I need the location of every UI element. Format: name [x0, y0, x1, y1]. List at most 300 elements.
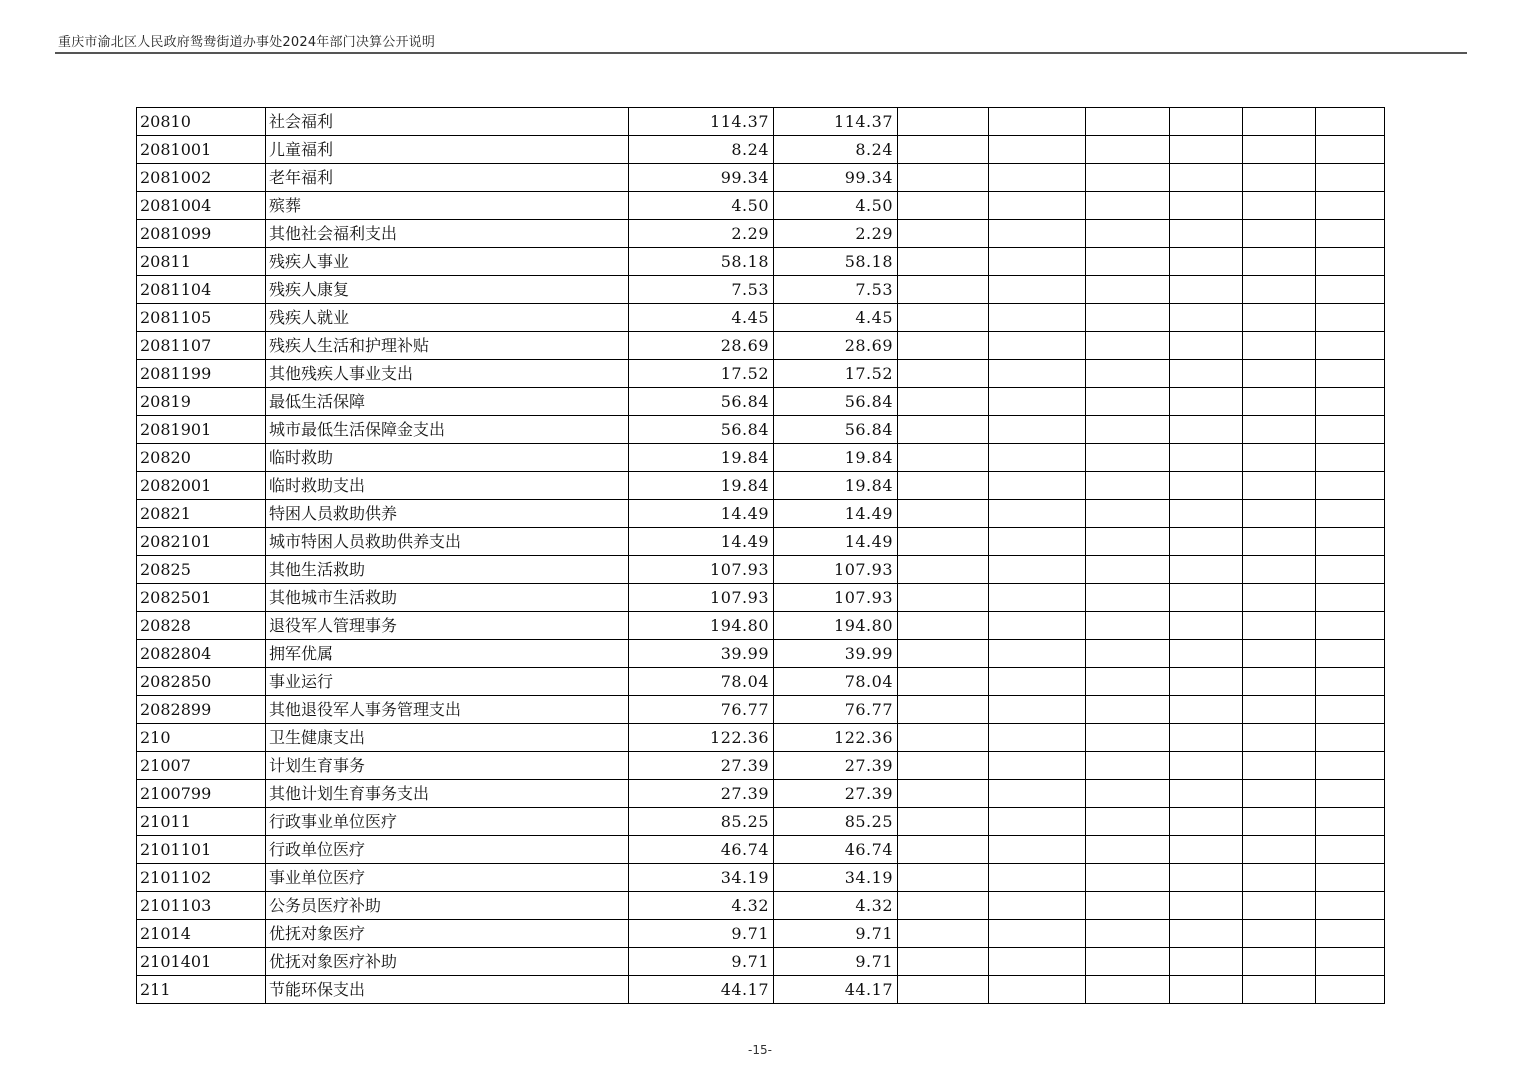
empty-cell [1316, 808, 1385, 836]
empty-cell [898, 304, 989, 332]
subject-code-cell: 2081901 [137, 416, 266, 444]
subject-code-cell: 20819 [137, 388, 266, 416]
table-row [137, 696, 1385, 724]
empty-cell [989, 444, 1086, 472]
subject-name-cell: 老年福利 [266, 164, 629, 192]
budget-table-container [136, 107, 1385, 1004]
basic-expenditure-cell: 99.34 [774, 164, 898, 192]
total-amount-cell: 34.19 [629, 864, 774, 892]
table-row [137, 780, 1385, 808]
subject-name-cell: 临时救助支出 [266, 472, 629, 500]
empty-cell [1086, 332, 1170, 360]
total-amount-cell: 14.49 [629, 500, 774, 528]
subject-code-cell: 2082501 [137, 584, 266, 612]
table-row [137, 416, 1385, 444]
empty-cell [989, 108, 1086, 136]
empty-cell [1170, 696, 1243, 724]
empty-cell [1316, 976, 1385, 1004]
subject-code-cell: 2101401 [137, 948, 266, 976]
empty-cell [1086, 640, 1170, 668]
subject-code-cell: 211 [137, 976, 266, 1004]
total-amount-cell: 8.24 [629, 136, 774, 164]
empty-cell [989, 276, 1086, 304]
table-row [137, 472, 1385, 500]
subject-name-cell: 城市特困人员救助供养支出 [266, 528, 629, 556]
subject-name-cell: 计划生育事务 [266, 752, 629, 780]
basic-expenditure-cell: 34.19 [774, 864, 898, 892]
basic-expenditure-cell: 28.69 [774, 332, 898, 360]
empty-cell [1170, 500, 1243, 528]
subject-name-cell: 殡葬 [266, 192, 629, 220]
basic-expenditure-cell: 27.39 [774, 780, 898, 808]
table-row [137, 332, 1385, 360]
empty-cell [989, 948, 1086, 976]
empty-cell [1170, 836, 1243, 864]
table-row [137, 892, 1385, 920]
basic-expenditure-cell: 14.49 [774, 500, 898, 528]
total-amount-cell: 56.84 [629, 416, 774, 444]
empty-cell [1086, 304, 1170, 332]
total-amount-cell: 56.84 [629, 388, 774, 416]
empty-cell [989, 808, 1086, 836]
empty-cell [898, 612, 989, 640]
empty-cell [898, 584, 989, 612]
empty-cell [1086, 136, 1170, 164]
empty-cell [1316, 948, 1385, 976]
empty-cell [1243, 108, 1316, 136]
subject-name-cell: 特困人员救助供养 [266, 500, 629, 528]
empty-cell [989, 976, 1086, 1004]
empty-cell [989, 892, 1086, 920]
empty-cell [1243, 640, 1316, 668]
subject-name-cell: 行政事业单位医疗 [266, 808, 629, 836]
empty-cell [1316, 220, 1385, 248]
empty-cell [1170, 192, 1243, 220]
subject-code-cell: 2081105 [137, 304, 266, 332]
empty-cell [989, 724, 1086, 752]
empty-cell [1170, 892, 1243, 920]
empty-cell [898, 248, 989, 276]
empty-cell [989, 248, 1086, 276]
empty-cell [1086, 556, 1170, 584]
empty-cell [898, 220, 989, 248]
basic-expenditure-cell: 76.77 [774, 696, 898, 724]
subject-code-cell: 2081099 [137, 220, 266, 248]
basic-expenditure-cell: 19.84 [774, 444, 898, 472]
table-row [137, 220, 1385, 248]
empty-cell [1316, 276, 1385, 304]
empty-cell [1243, 668, 1316, 696]
empty-cell [898, 696, 989, 724]
page-header-title: 重庆市渝北区人民政府鸳鸯街道办事处2024年部门决算公开说明 [58, 35, 436, 50]
table-row [137, 920, 1385, 948]
empty-cell [1170, 108, 1243, 136]
empty-cell [898, 668, 989, 696]
empty-cell [1170, 864, 1243, 892]
empty-cell [1316, 528, 1385, 556]
empty-cell [1170, 220, 1243, 248]
total-amount-cell: 7.53 [629, 276, 774, 304]
empty-cell [1316, 752, 1385, 780]
empty-cell [1243, 416, 1316, 444]
total-amount-cell: 4.50 [629, 192, 774, 220]
subject-code-cell: 2101101 [137, 836, 266, 864]
empty-cell [1316, 500, 1385, 528]
table-row [137, 752, 1385, 780]
empty-cell [1243, 444, 1316, 472]
subject-code-cell: 20811 [137, 248, 266, 276]
empty-cell [1086, 388, 1170, 416]
page-number: -15- [748, 1043, 772, 1057]
empty-cell [989, 584, 1086, 612]
empty-cell [989, 332, 1086, 360]
empty-cell [1170, 248, 1243, 276]
empty-cell [1086, 948, 1170, 976]
table-row [137, 556, 1385, 584]
table-row [137, 976, 1385, 1004]
subject-code-cell: 2081002 [137, 164, 266, 192]
basic-expenditure-cell: 122.36 [774, 724, 898, 752]
empty-cell [1243, 948, 1316, 976]
empty-cell [1243, 556, 1316, 584]
empty-cell [989, 220, 1086, 248]
empty-cell [989, 164, 1086, 192]
total-amount-cell: 19.84 [629, 444, 774, 472]
total-amount-cell: 9.71 [629, 920, 774, 948]
empty-cell [1086, 668, 1170, 696]
empty-cell [989, 640, 1086, 668]
total-amount-cell: 17.52 [629, 360, 774, 388]
empty-cell [989, 472, 1086, 500]
empty-cell [1243, 472, 1316, 500]
empty-cell [1243, 332, 1316, 360]
empty-cell [1316, 108, 1385, 136]
header-divider [55, 52, 1467, 54]
subject-name-cell: 社会福利 [266, 108, 629, 136]
empty-cell [1086, 360, 1170, 388]
empty-cell [1243, 500, 1316, 528]
subject-name-cell: 其他退役军人事务管理支出 [266, 696, 629, 724]
subject-name-cell: 临时救助 [266, 444, 629, 472]
subject-code-cell: 21014 [137, 920, 266, 948]
empty-cell [989, 696, 1086, 724]
empty-cell [1316, 556, 1385, 584]
empty-cell [898, 500, 989, 528]
empty-cell [898, 920, 989, 948]
subject-name-cell: 其他城市生活救助 [266, 584, 629, 612]
empty-cell [1316, 304, 1385, 332]
subject-name-cell: 事业运行 [266, 668, 629, 696]
subject-name-cell: 公务员医疗补助 [266, 892, 629, 920]
subject-code-cell: 2100799 [137, 780, 266, 808]
empty-cell [898, 276, 989, 304]
empty-cell [1243, 724, 1316, 752]
empty-cell [1243, 780, 1316, 808]
empty-cell [1243, 164, 1316, 192]
empty-cell [1170, 668, 1243, 696]
subject-name-cell: 优抚对象医疗补助 [266, 948, 629, 976]
empty-cell [1316, 864, 1385, 892]
table-row [137, 948, 1385, 976]
total-amount-cell: 58.18 [629, 248, 774, 276]
subject-code-cell: 20825 [137, 556, 266, 584]
total-amount-cell: 107.93 [629, 584, 774, 612]
empty-cell [1086, 472, 1170, 500]
empty-cell [1316, 668, 1385, 696]
empty-cell [1243, 808, 1316, 836]
subject-code-cell: 2082001 [137, 472, 266, 500]
empty-cell [1243, 276, 1316, 304]
total-amount-cell: 39.99 [629, 640, 774, 668]
empty-cell [1170, 780, 1243, 808]
table-row [137, 136, 1385, 164]
basic-expenditure-cell: 194.80 [774, 612, 898, 640]
basic-expenditure-cell: 9.71 [774, 948, 898, 976]
basic-expenditure-cell: 78.04 [774, 668, 898, 696]
empty-cell [1316, 444, 1385, 472]
basic-expenditure-cell: 39.99 [774, 640, 898, 668]
empty-cell [1086, 248, 1170, 276]
empty-cell [1316, 332, 1385, 360]
subject-code-cell: 2082899 [137, 696, 266, 724]
subject-code-cell: 2082850 [137, 668, 266, 696]
empty-cell [1243, 836, 1316, 864]
total-amount-cell: 9.71 [629, 948, 774, 976]
basic-expenditure-cell: 114.37 [774, 108, 898, 136]
empty-cell [898, 360, 989, 388]
table-row [137, 444, 1385, 472]
empty-cell [1243, 752, 1316, 780]
basic-expenditure-cell: 107.93 [774, 584, 898, 612]
empty-cell [1243, 584, 1316, 612]
total-amount-cell: 46.74 [629, 836, 774, 864]
subject-code-cell: 2081107 [137, 332, 266, 360]
empty-cell [1316, 416, 1385, 444]
empty-cell [898, 332, 989, 360]
empty-cell [989, 780, 1086, 808]
empty-cell [898, 108, 989, 136]
empty-cell [1086, 724, 1170, 752]
empty-cell [989, 416, 1086, 444]
subject-name-cell: 其他计划生育事务支出 [266, 780, 629, 808]
empty-cell [1086, 696, 1170, 724]
empty-cell [1243, 528, 1316, 556]
empty-cell [1086, 892, 1170, 920]
empty-cell [1316, 780, 1385, 808]
table-row [137, 864, 1385, 892]
total-amount-cell: 4.32 [629, 892, 774, 920]
empty-cell [898, 444, 989, 472]
empty-cell [898, 780, 989, 808]
subject-name-cell: 城市最低生活保障金支出 [266, 416, 629, 444]
total-amount-cell: 85.25 [629, 808, 774, 836]
budget-table [136, 107, 1385, 1004]
empty-cell [1086, 528, 1170, 556]
empty-cell [1170, 556, 1243, 584]
total-amount-cell: 76.77 [629, 696, 774, 724]
empty-cell [1170, 948, 1243, 976]
table-row [137, 108, 1385, 136]
empty-cell [1243, 136, 1316, 164]
empty-cell [989, 668, 1086, 696]
subject-code-cell: 20810 [137, 108, 266, 136]
basic-expenditure-cell: 8.24 [774, 136, 898, 164]
total-amount-cell: 28.69 [629, 332, 774, 360]
empty-cell [1243, 304, 1316, 332]
empty-cell [989, 612, 1086, 640]
total-amount-cell: 122.36 [629, 724, 774, 752]
basic-expenditure-cell: 85.25 [774, 808, 898, 836]
empty-cell [898, 640, 989, 668]
table-row [137, 276, 1385, 304]
subject-name-cell: 退役军人管理事务 [266, 612, 629, 640]
empty-cell [989, 360, 1086, 388]
subject-name-cell: 其他生活救助 [266, 556, 629, 584]
empty-cell [1170, 808, 1243, 836]
empty-cell [1170, 332, 1243, 360]
table-row [137, 836, 1385, 864]
empty-cell [1086, 836, 1170, 864]
total-amount-cell: 27.39 [629, 780, 774, 808]
empty-cell [989, 556, 1086, 584]
table-row [137, 668, 1385, 696]
empty-cell [1316, 696, 1385, 724]
total-amount-cell: 44.17 [629, 976, 774, 1004]
total-amount-cell: 19.84 [629, 472, 774, 500]
basic-expenditure-cell: 27.39 [774, 752, 898, 780]
table-row [137, 528, 1385, 556]
empty-cell [1086, 164, 1170, 192]
empty-cell [1170, 360, 1243, 388]
subject-code-cell: 20828 [137, 612, 266, 640]
total-amount-cell: 78.04 [629, 668, 774, 696]
basic-expenditure-cell: 9.71 [774, 920, 898, 948]
empty-cell [1316, 584, 1385, 612]
subject-code-cell: 2081004 [137, 192, 266, 220]
basic-expenditure-cell: 56.84 [774, 416, 898, 444]
total-amount-cell: 4.45 [629, 304, 774, 332]
table-row [137, 640, 1385, 668]
empty-cell [1086, 192, 1170, 220]
basic-expenditure-cell: 44.17 [774, 976, 898, 1004]
empty-cell [1086, 752, 1170, 780]
empty-cell [898, 164, 989, 192]
subject-name-cell: 其他社会福利支出 [266, 220, 629, 248]
table-row [137, 248, 1385, 276]
table-row [137, 192, 1385, 220]
empty-cell [1316, 836, 1385, 864]
subject-name-cell: 残疾人生活和护理补贴 [266, 332, 629, 360]
empty-cell [1086, 444, 1170, 472]
empty-cell [989, 528, 1086, 556]
basic-expenditure-cell: 4.50 [774, 192, 898, 220]
basic-expenditure-cell: 2.29 [774, 220, 898, 248]
empty-cell [1170, 920, 1243, 948]
empty-cell [1086, 612, 1170, 640]
empty-cell [989, 304, 1086, 332]
total-amount-cell: 27.39 [629, 752, 774, 780]
subject-code-cell: 20821 [137, 500, 266, 528]
table-row [137, 808, 1385, 836]
empty-cell [1316, 920, 1385, 948]
empty-cell [1170, 612, 1243, 640]
subject-name-cell: 残疾人事业 [266, 248, 629, 276]
empty-cell [1243, 976, 1316, 1004]
empty-cell [1086, 976, 1170, 1004]
empty-cell [1316, 640, 1385, 668]
basic-expenditure-cell: 19.84 [774, 472, 898, 500]
empty-cell [989, 864, 1086, 892]
empty-cell [1086, 108, 1170, 136]
empty-cell [1243, 360, 1316, 388]
subject-name-cell: 事业单位医疗 [266, 864, 629, 892]
empty-cell [1086, 780, 1170, 808]
empty-cell [1316, 164, 1385, 192]
empty-cell [1243, 920, 1316, 948]
empty-cell [898, 864, 989, 892]
subject-name-cell: 拥军优属 [266, 640, 629, 668]
total-amount-cell: 14.49 [629, 528, 774, 556]
empty-cell [898, 388, 989, 416]
subject-name-cell: 残疾人康复 [266, 276, 629, 304]
empty-cell [1316, 472, 1385, 500]
table-row [137, 584, 1385, 612]
empty-cell [989, 752, 1086, 780]
empty-cell [1170, 724, 1243, 752]
empty-cell [989, 920, 1086, 948]
basic-expenditure-cell: 56.84 [774, 388, 898, 416]
empty-cell [1243, 388, 1316, 416]
table-row [137, 360, 1385, 388]
subject-code-cell: 2081001 [137, 136, 266, 164]
subject-name-cell: 节能环保支出 [266, 976, 629, 1004]
empty-cell [898, 976, 989, 1004]
empty-cell [1243, 864, 1316, 892]
empty-cell [1316, 248, 1385, 276]
empty-cell [898, 192, 989, 220]
empty-cell [1170, 388, 1243, 416]
table-row [137, 500, 1385, 528]
empty-cell [1243, 696, 1316, 724]
table-row [137, 724, 1385, 752]
subject-code-cell: 2101103 [137, 892, 266, 920]
subject-code-cell: 2101102 [137, 864, 266, 892]
empty-cell [1170, 164, 1243, 192]
empty-cell [898, 136, 989, 164]
total-amount-cell: 114.37 [629, 108, 774, 136]
empty-cell [1170, 136, 1243, 164]
subject-code-cell: 21007 [137, 752, 266, 780]
empty-cell [1170, 276, 1243, 304]
empty-cell [1086, 220, 1170, 248]
empty-cell [1086, 584, 1170, 612]
empty-cell [1086, 864, 1170, 892]
subject-name-cell: 残疾人就业 [266, 304, 629, 332]
basic-expenditure-cell: 107.93 [774, 556, 898, 584]
table-row [137, 388, 1385, 416]
subject-name-cell: 其他残疾人事业支出 [266, 360, 629, 388]
table-row [137, 612, 1385, 640]
empty-cell [1086, 920, 1170, 948]
empty-cell [1316, 136, 1385, 164]
empty-cell [898, 472, 989, 500]
subject-code-cell: 2082101 [137, 528, 266, 556]
subject-name-cell: 卫生健康支出 [266, 724, 629, 752]
empty-cell [1170, 640, 1243, 668]
subject-name-cell: 优抚对象医疗 [266, 920, 629, 948]
empty-cell [989, 388, 1086, 416]
empty-cell [1086, 500, 1170, 528]
